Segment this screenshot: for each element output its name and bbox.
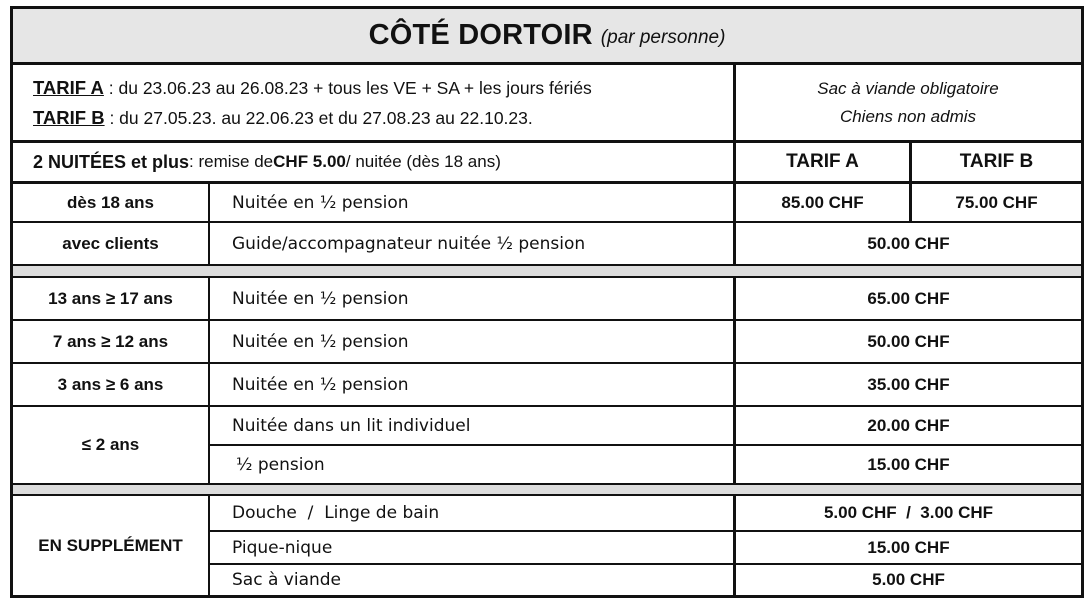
table-subtitle: (par personne): [600, 27, 726, 48]
price-table: [10, 6, 1084, 598]
price-child: 50.00 CHF: [867, 331, 950, 351]
category-child: 7 ans ≥ 12 ans: [52, 331, 169, 351]
tarif-a-key: TARIF A: [33, 77, 104, 98]
column-header-tarif-a: TARIF A: [786, 151, 859, 172]
price-picnic: 15.00 CHF: [867, 537, 950, 557]
discount-label: 2 NUITÉES et plus: [33, 151, 190, 172]
tarif-b-text: : du 27.05.23. au 22.06.23 et du 27.08.23 au 22.10.23.: [104, 108, 533, 128]
column-header-tarif-b: TARIF B: [959, 151, 1034, 172]
row-label: Sac à viande: [232, 570, 342, 590]
price-sleeping-bag-liner: 5.00 CHF: [872, 570, 945, 589]
tarif-a-line: [33, 77, 592, 99]
price-shower-towel: 5.00 CHF / 3.00 CHF: [823, 503, 994, 522]
category-adult: dès 18 ans: [67, 192, 154, 212]
price-guide: 50.00 CHF: [867, 233, 950, 253]
discount-text-2: / nuitée (dès 18 ans): [345, 152, 501, 171]
row-label: Pique-nique: [232, 537, 333, 558]
tarif-b-key: TARIF B: [33, 107, 105, 128]
note-sac-viande: Sac à viande obligatoire: [817, 79, 999, 98]
row-label: Nuitée en ½ pension: [232, 288, 409, 309]
discount-info: [33, 143, 733, 181]
price-infant-bed: 20.00 CHF: [867, 415, 950, 435]
category-guide: avec clients: [62, 233, 159, 253]
category-small-child: 3 ans ≥ 6 ans: [57, 374, 164, 394]
row-label: Douche / Linge de bain: [232, 503, 440, 523]
price-infant-pension: 15.00 CHF: [867, 454, 950, 474]
discount-text-1: : remise de: [189, 152, 274, 171]
category-teen: 13 ans ≥ 17 ans: [48, 288, 173, 308]
row-label: Nuitée en ½ pension: [232, 192, 409, 213]
note-chiens: Chiens non admis: [839, 107, 977, 126]
row-label: ½ pension: [236, 454, 325, 475]
category-infant: ≤ 2 ans: [81, 435, 140, 454]
row-label: Nuitée en ½ pension: [232, 331, 409, 352]
price-tarif-a: 85.00 CHF: [781, 192, 864, 212]
price-teen: 65.00 CHF: [867, 288, 950, 308]
row-label: Nuitée dans un lit individuel: [232, 415, 471, 436]
row-label: Nuitée en ½ pension: [232, 374, 409, 395]
tarif-b-line: [33, 107, 533, 129]
price-tarif-b: 75.00 CHF: [955, 192, 1038, 212]
category-supplement: EN SUPPLÉMENT: [38, 535, 183, 555]
table-title-row: [13, 9, 1081, 62]
table-title: CÔTÉ DORTOIR: [368, 19, 593, 51]
price-small-child: 35.00 CHF: [867, 374, 950, 394]
row-label: Guide/accompagnateur nuitée ½ pension: [232, 233, 586, 254]
tarif-a-text: : du 23.06.23 au 26.08.23 + tous les VE + SA + les jours fériés: [103, 78, 592, 98]
separator-band: [13, 485, 1081, 494]
separator-band: [13, 266, 1081, 276]
discount-amount: CHF 5.00: [273, 152, 346, 171]
